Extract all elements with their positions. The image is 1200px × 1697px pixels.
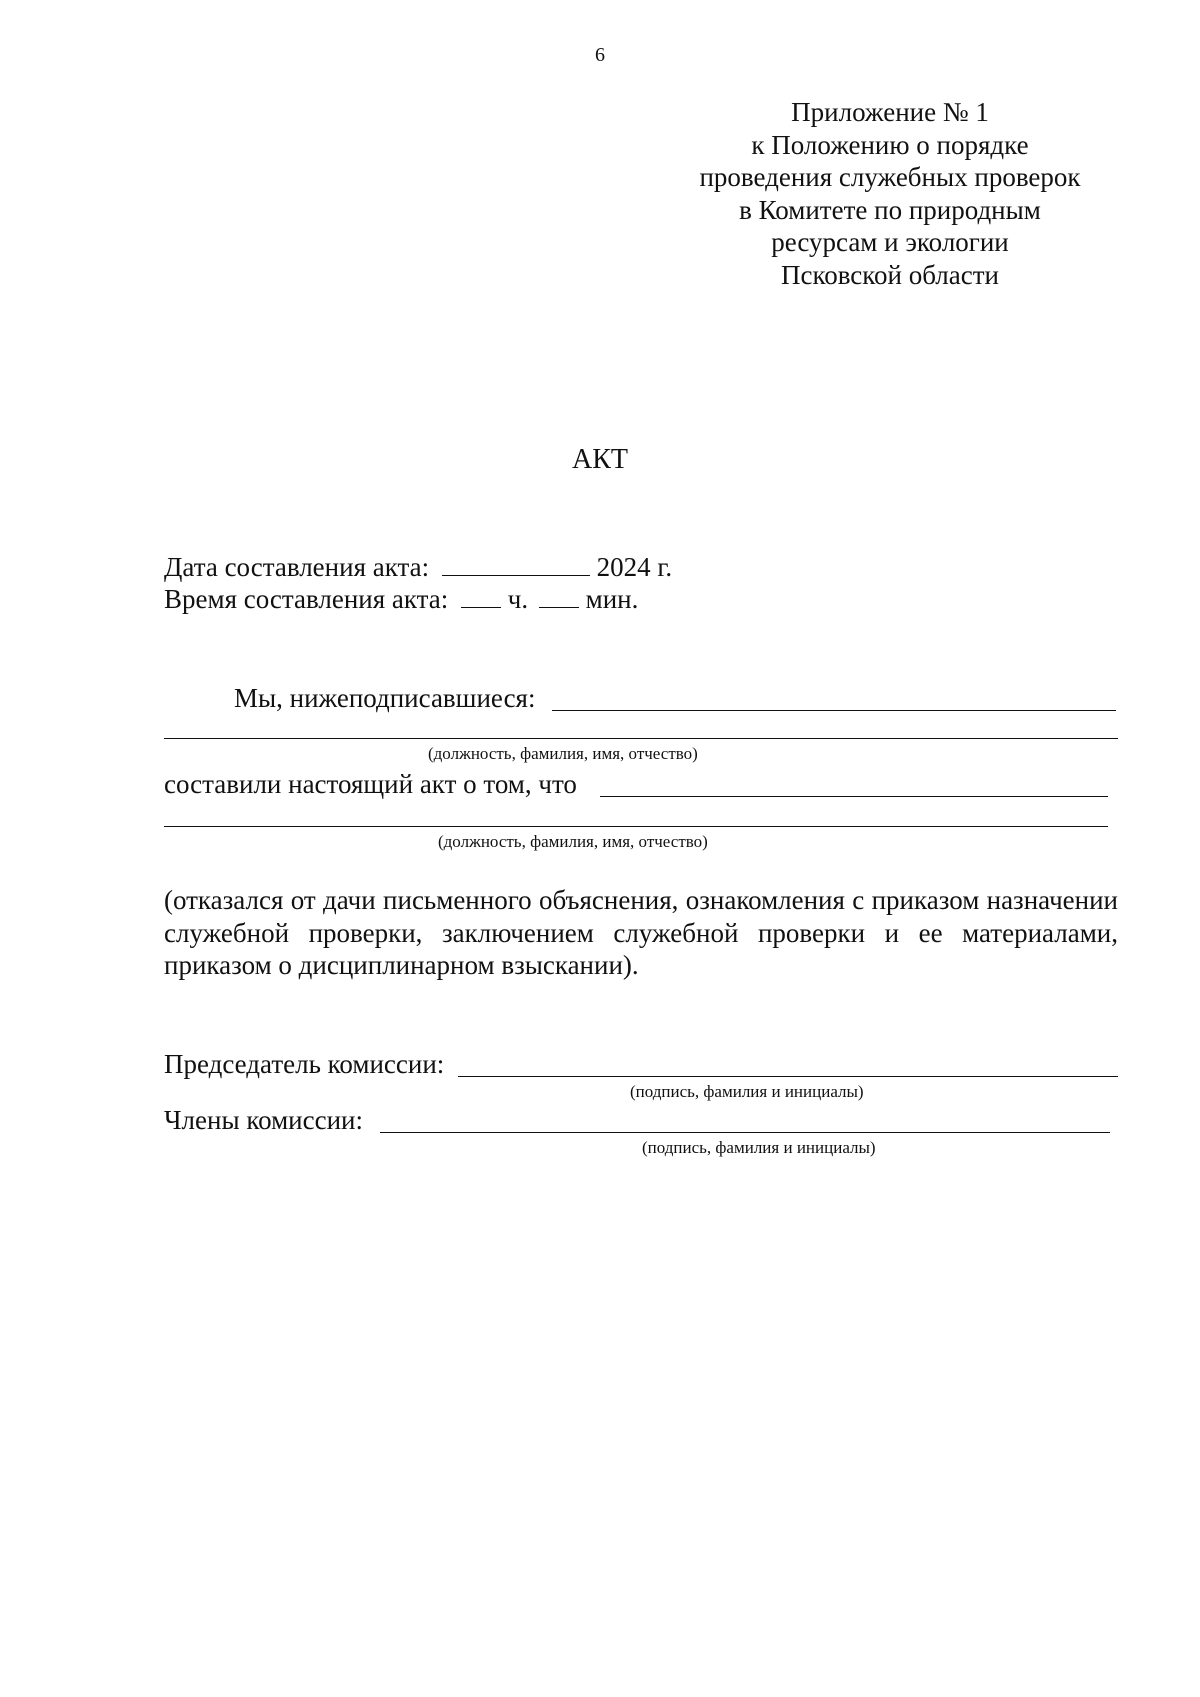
minutes-blank[interactable] (539, 580, 579, 608)
appendix-line: проведения служебных проверок (699, 162, 1081, 192)
document-title: АКТ (572, 444, 628, 475)
members-line (164, 1104, 363, 1136)
compiled-blank-1[interactable] (600, 796, 1108, 797)
chairman-signature-blank[interactable] (458, 1076, 1118, 1077)
date-line (164, 548, 672, 583)
signers-blank-2[interactable] (164, 738, 1118, 739)
appendix-line: Приложение № 1 (791, 97, 989, 127)
date-blank[interactable] (442, 548, 590, 576)
refusal-paragraph: (отказался от дачи письменного объяснения, ознакомления с приказом назначении служебной проверки, заключением служебной проверки и ее материалами, приказом о дисциплинарном взыскании). (164, 885, 1118, 980)
hours-blank[interactable] (461, 580, 501, 608)
time-label: Время составления акта: (164, 584, 449, 614)
hours-unit: ч. (507, 584, 529, 614)
appendix-line: ресурсам и экологии (771, 227, 1009, 257)
compiled-label: составили настоящий акт о том, что (164, 769, 577, 799)
appendix-line: Псковской области (780, 259, 999, 290)
compiled-hint: (должность, фамилия, имя, отчество) (438, 832, 708, 851)
compiled-line (164, 768, 577, 800)
members-label: Члены комиссии: (164, 1105, 363, 1135)
members-hint: (подпись, фамилия и инициалы) (642, 1138, 876, 1157)
signers-line (234, 682, 535, 714)
appendix-header (650, 96, 1130, 291)
date-label: Дата составления акта: (164, 552, 430, 582)
signers-label: Мы, нижеподписавшиеся: (234, 683, 536, 713)
page-number: 6 (595, 44, 605, 66)
chairman-label: Председатель комиссии: (164, 1049, 445, 1079)
signers-blank-1[interactable] (552, 710, 1116, 711)
chairman-line (164, 1048, 444, 1080)
members-signature-blank[interactable] (380, 1132, 1110, 1133)
date-year: 2024 г. (596, 552, 673, 582)
time-line (164, 580, 638, 615)
compiled-blank-2[interactable] (164, 826, 1108, 827)
chairman-hint: (подпись, фамилия и инициалы) (630, 1082, 864, 1101)
minutes-unit: мин. (585, 584, 639, 614)
signers-hint: (должность, фамилия, имя, отчество) (428, 744, 698, 763)
appendix-line: в Комитете по природным (739, 194, 1041, 225)
appendix-line: к Положению о порядке (751, 129, 1029, 160)
